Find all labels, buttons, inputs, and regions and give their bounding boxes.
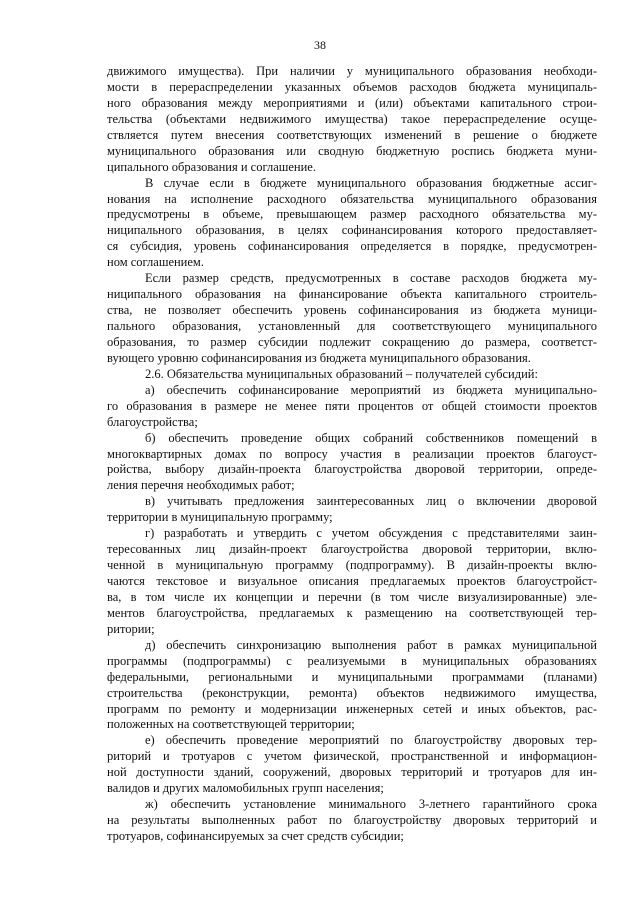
text-line: ном соглашением.: [107, 255, 204, 270]
text-line: В случае если в бюджете муниципального образования бюджетные ассиг-: [145, 175, 597, 190]
text-line: ления перечня необходимых работ;: [107, 478, 295, 493]
text-line: ментов благоустройства, предлагаемых к размещению на соответствующей тер-: [107, 605, 597, 620]
text-line: б) обеспечить проведение общих собраний собственников помещений в: [145, 430, 597, 445]
text-line: ва, в том числе их концепции и перечни (в том числе визуализированные) эле-: [107, 589, 597, 604]
text-line: ствляется путем внесения соответствующих изменений в решение о бюджете: [107, 127, 597, 142]
text-line: риторий и тротуаров с учетом физической, пространственной и информацион-: [107, 749, 597, 764]
text-line: г) разработать и утвердить с учетом обсуждения с представителями заин-: [145, 526, 597, 541]
text-line: мости в перераспределении указанных объемов расходов бюджета муниципаль-: [107, 79, 597, 94]
document-body: [107, 64, 597, 845]
text-line: предусмотрены в объеме, превышающем размер расходного обязательства му-: [107, 207, 597, 222]
text-line: тересованных лиц дизайн-проект благоустройства дворовой территории, вклю-: [107, 542, 597, 557]
text-line: е) обеспечить проведение мероприятий по благоустройству дворовых тер-: [145, 733, 597, 748]
text-line: на результаты выполненных работ по благоустройству дворовых территорий и: [107, 813, 597, 828]
text-line: ройства, выбору дизайн-проекта благоустройства дворовой территории, опреде-: [107, 462, 597, 477]
text-line: строительства (реконструкции, ремонта) объектов недвижимого имущества,: [107, 685, 597, 700]
text-line: го образования в размере не менее пяти процентов от общей стоимости проектов: [107, 398, 597, 413]
text-line: валидов и других маломобильных групп населения;: [107, 781, 384, 796]
text-line: ства, не позволяет обеспечить уровень софинансирования из бюджета муници-: [107, 303, 597, 318]
text-line: в) учитывать предложения заинтересованных лиц о включении дворовой: [145, 494, 597, 509]
text-line: пального образования, установленный для соответствующего муниципального: [107, 319, 597, 333]
text-line: многоквартирных домах по вопросу участия в реализации проектов благоуст-: [107, 446, 597, 461]
text-line: д) обеспечить синхронизацию выполнения работ в рамках муниципальной: [145, 637, 597, 652]
text-line: тротуаров, софинансируемых за счет средств субсидии;: [107, 829, 404, 843]
text-line: 2.6. Обязательства муниципальных образований – получателей субсидий:: [145, 366, 538, 381]
text-line: положенных на соответствующей территории;: [107, 717, 355, 732]
text-line: ниципального образования, в целях софинансирования которого предоставляет-: [107, 223, 597, 238]
text-line: программ по ремонту и модернизации инженерных сетей и иных объектов, рас-: [107, 701, 597, 716]
text-line: вующего уровню софинансирования из бюджета муниципального образования.: [107, 350, 531, 365]
text-line: ся субсидия, уровень софинансирования определяется в порядке, предусмотрен-: [107, 239, 597, 254]
text-line: нования на исполнение расходного обязательства муниципального образования: [107, 191, 597, 206]
text-line: ной доступности зданий, сооружений, дворовых территорий и тротуаров для ин-: [107, 765, 597, 780]
text-line: ченной в муниципальную программу (подпрограмму). В дизайн-проекты вклю-: [107, 558, 597, 573]
text-line: ниципального образования на финансирование объекта капитального строитель-: [107, 287, 597, 302]
page-number: 38: [314, 38, 326, 52]
text-line: ного образования между мероприятиями и (или) объектами капитального строи-: [107, 95, 597, 110]
text-line: ж) обеспечить установление минимального 3-летнего гарантийного срока: [145, 797, 597, 812]
text-line: федеральными, региональными и муниципальными программами (планами): [107, 669, 597, 684]
text-line: тельства (объектами недвижимого имущества) такое перераспределение осуще-: [107, 111, 597, 126]
text-line: программы (подпрограммы) с реализуемыми в муниципальных образованиях: [107, 653, 597, 668]
text-line: территории в муниципальную программу;: [107, 510, 333, 525]
text-line: образования, то размер субсидии подлежит сокращению до размера, соответст-: [107, 334, 597, 349]
text-line: Если размер средств, предусмотренных в составе расходов бюджета му-: [145, 271, 597, 286]
text-line: движимого имущества). При наличии у муниципального образования необходи-: [107, 64, 597, 78]
text-line: а) обеспечить софинансирование мероприятий из бюджета муниципально-: [145, 382, 597, 397]
text-line: муниципального образования или сводную бюджетную роспись бюджета муни-: [107, 143, 597, 158]
text-line: благоустройства;: [107, 414, 198, 429]
text-line: ритории;: [107, 621, 155, 636]
text-line: ципального образования и соглашение.: [107, 159, 316, 174]
text-line: чаются текстовое и визуальное описания предлагаемых проектов благоустройст-: [107, 574, 597, 588]
